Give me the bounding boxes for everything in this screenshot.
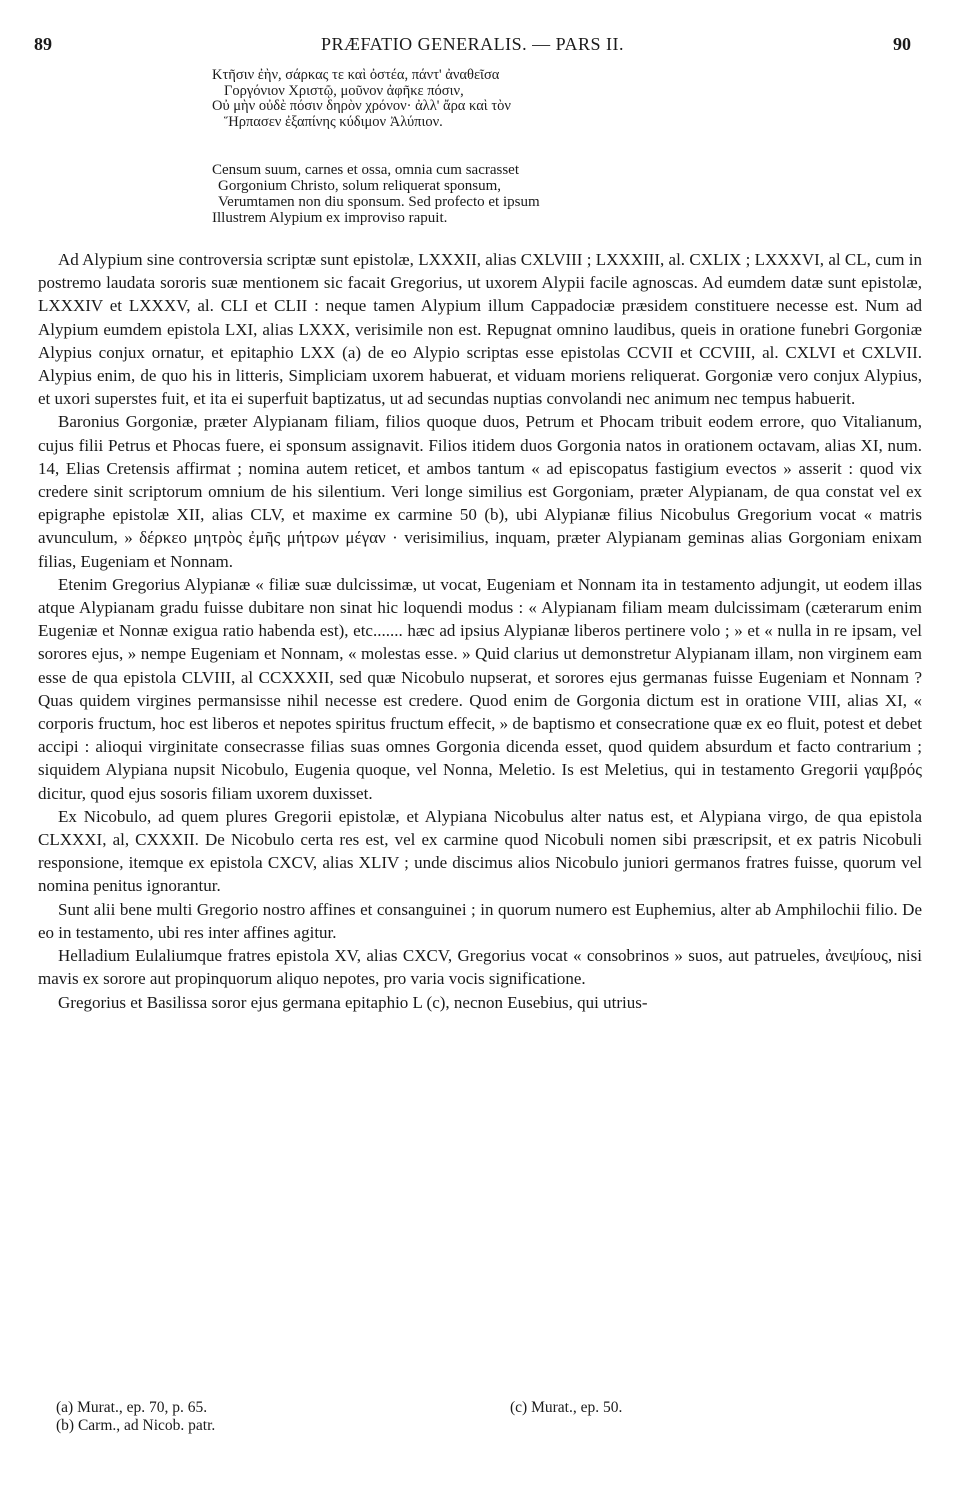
verse-line: Ἥρπασεν ἐξαπίνης κύδιμον Ἀλύπιον. [224,113,443,130]
footnote: (a) Murat., ep. 70, p. 65. [56,1399,208,1416]
paragraph: Ad Alypium sine controversia scriptæ sunt epistolæ, LXXXII, alias CXLVIII ; LXXXIII, al. CXLIX ; LXXXVI, al CL, cum in postremo laudata sororis suæ mentionem sic facait Gregorius, ut uxorem Alypii facile agnoscas. Ad eumdem datæ sunt epistolæ, LXXXIV et LXXXV, al. CLI et CLII : neque tamen Alypium illum Cappadociæ præsidem constituere necesse est. Num ad Alypium eumdem epistola LXI, alias LXXX, verisimile non est. Repugnat omnino laudibus, queis in oratione funebri Gorgoniæ Alypius conjux ornatur, et epitaphio LXX (a) de eo Alypio scriptas esse epistolas CCVII et CCVIII, al. CXLVI et CXLVII. Alypius enim, de quo his in litteris, Simpliciam uxorem habuerat, et viduam moriens reliquerat. Gorgoniæ vero conjux Alypius, et uxori superstes fuit, et ita ei superfuit baptizatus, ut ad secundas nuptias convolandi nec animum nec tempus habuerit. [38,250,922,409]
footnote: (c) Murat., ep. 50. [510,1399,623,1416]
page-header [34,34,911,58]
verse-line: Οὐ μὴν οὐδὲ πόσιν δηρὸν χρόνον· ἀλλ' ἄρα καὶ τὸν [212,98,511,114]
verse-line: Censum suum, carnes et ossa, omnia cum sacrasset [212,162,520,178]
paragraph: Etenim Gregorius Alypianæ « filiæ suæ dulcissimæ, ut vocat, Eugeniam et Nonnam ita in testamento adjungit, ut eodem illas atque Alypianam gradu fuisse dubitare non sinat hic loquendi modus : « Alypianam filiam meam dulcissimam (cæterarum enim Eugeniæ et Nonnæ exigua ratio habenda est), etc....... hæc ad ipsius Alypianæ liberos pertinere volo ; » et « nulla in re ipsam, vel sorores ejus, » nempe Eugeniam et Nonnam, « molestas esse. » Quid clarius ut demonstretur Alypianam illam, non virginem eam esse de qua epistola CLVIII, al CCXXXII, sed quæ Nicobulo nupserat, et sorores ejus germanas fuisse Eugeniam et Nonnam ? Quas quidem virgines permansisse nihil necesse est credere. Quod enim de Gorgonia dictum est in oratione VIII, alias XI, « corporis fructum, hoc est liberos et nepotes spiritus fructum effecit, » de baptismo et consecratione quæ ex eo fluit, potest et debet accipi : alioqui virginitate consecrasse filias suas omnes Gorgonia dicenda esset, quod quidem absurdum et facto contrarium ; siquidem Alypiana nupsit Nicobulo, Eugenia quoque, vel Nonna, Meletio. Is est Meletius, qui in testamento Gregorii γαμβρός dicitur, quod ejus sosoris filiam uxorem duxisset. [38,574,922,803]
verse-line: Illustrem Alypium ex improviso rapuit. [212,210,448,226]
paragraph: Ex Nicobulo, ad quem plures Gregorii epistolæ, et Alypiana Nicobulus alter natus est, et Alypiana virgo, de qua epistola CLXXXI, al, CXXXII. De Nicobulo certa res est, vel ex carmine quod Nicobuli nomen sibi præscripsit, et ex patris Nicobuli responsione, itemque ex epistola CXCV, alias XLIV ; unde discimus alios Nicobulo juniori germanos fratres fuisse, quorum vel nomina penitus ignorantur. [38,806,922,896]
footnote: (b) Carm., ad Nicob. patr. [56,1417,216,1434]
main-text [38,248,922,1014]
right-page-number: 90 [893,34,911,54]
verse-line: Verumtamen non diu sponsum. Sed profecto et ipsum [218,194,540,210]
running-title: PRÆFATIO GENERALIS. — PARS II. [320,34,625,54]
latin-verse [212,162,540,226]
left-page-number: 89 [34,34,52,54]
footnotes-left [56,1399,215,1435]
verse-line: Gorgonium Christo, solum reliquerat sponsum, [218,178,502,194]
paragraph: Helladium Eulaliumque fratres epistola XV, alias CXCV, Gregorius vocat « consobrinos » suos, aut patrueles, ἀνεψίους, nisi mavis ex sorore aut propinquorum aliquo nepotes, pro varia vocis significatione. [38,946,922,989]
verse-line: Κτῆσιν ἐὴν, σάρκας τε καὶ ὀστέα, πάντ' ἀναθεῖσα [212,67,500,83]
footnotes-right [510,1399,622,1417]
verse-line: Γοργόνιον Χριστῷ, μοῦνον ἀφῆκε πόσιν, [224,82,464,99]
paragraph: Gregorius et Basilissa soror ejus germana epitaphio L (c), necnon Eusebius, qui utrius- [58,992,648,1012]
greek-verse [212,68,511,130]
paragraph: Sunt alii bene multi Gregorio nostro affines et consanguinei ; in quorum numero est Euphemius, alter ab Amphilochii filio. De eo in testamento, ubi res inter affines agitur. [38,899,922,942]
paragraph: Baronius Gorgoniæ, præter Alypianam filiam, filios quoque duos, Petrum et Phocam tribuit eodem errore, quo Vitalianum, cujus filii Petrus et Phocas fuere, ei sponsum assignavit. Filios itidem duos Gorgonia natos in orationem octavam, alias XI, num. 14, Elias Cretensis affirmat ; nomina autem reticet, et ambos tantum « ad episcopatus fastigium evectos » asserit : quod vix credere sinit scriptorum omnium de his silentium. Veri longe similius est Gorgoniam, præter Alypianam, de qua constat vel ex epigraphe epistolæ XII, alias CLV, et maxime ex carmine 50 (b), ubi Alypianæ filius Nicobulus Gregorium vocat « matris avunculum, » δέρκεο μητρὸς ἐμῆς μήτρων μέγαν · verisimilius, inquam, præter Alypianam geminas alias Gorgoniam enixam filias, Eugeniam et Nonnam. [38,412,922,571]
